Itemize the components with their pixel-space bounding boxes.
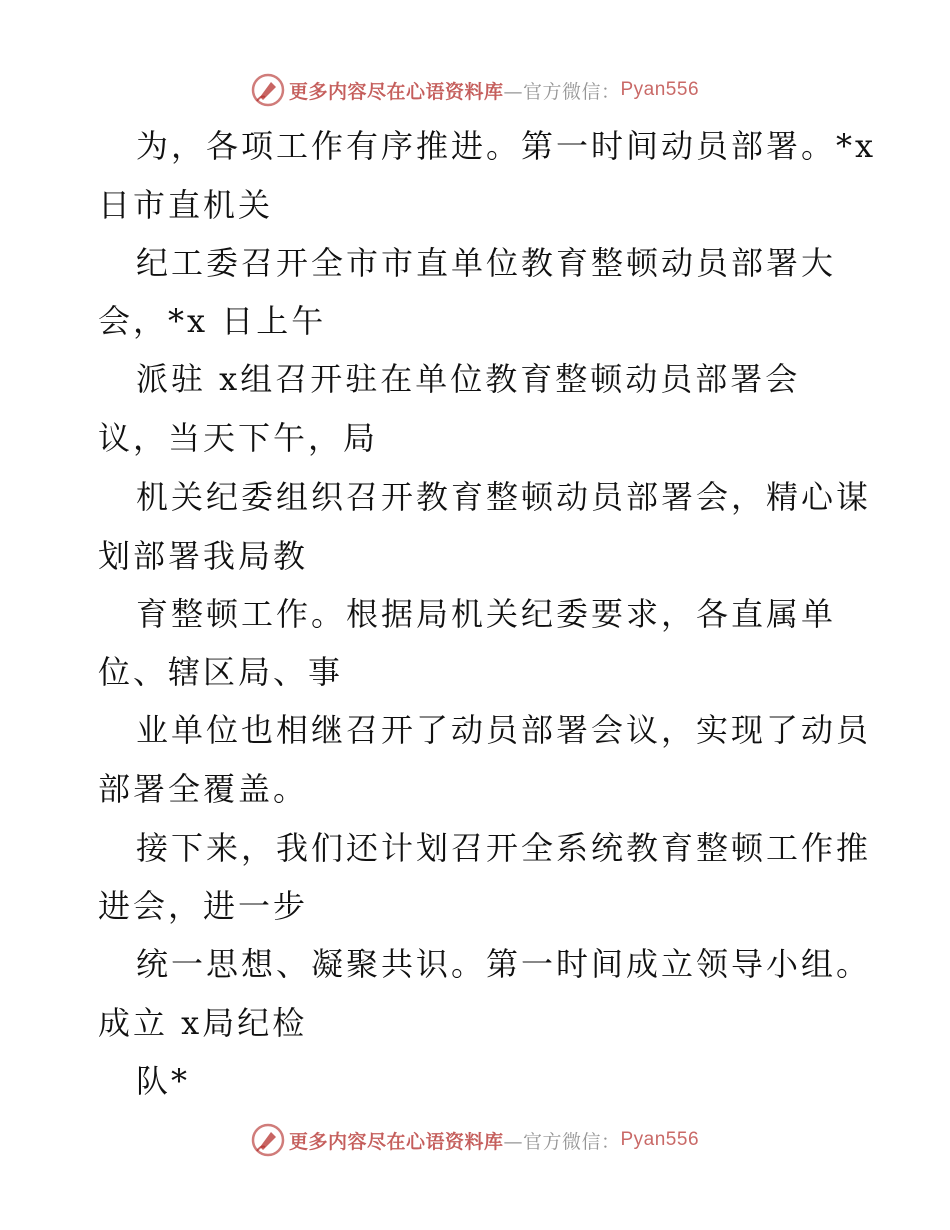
body-line: 会，*x 日上午 [98,302,327,340]
body-line: 接下来，我们还计划召开全系统教育整顿工作推 [136,829,872,867]
watermark-text-wechat-id: Pyan556 [620,1129,700,1150]
watermark-text-library: 更多内容尽在心语资料库 [288,80,504,103]
body-line: 成立 x局纪检 [98,1004,308,1042]
pen-nib-logo-icon [251,73,285,107]
body-line: 日市直机关 [98,186,274,224]
body-line: 划部署我局教 [98,537,309,575]
watermark-text-wechat-label: —官方微信： [503,80,621,103]
body-line: 育整顿工作。根据局机关纪委要求，各直属单 [136,595,837,633]
body-line: 统一思想、凝聚共识。第一时间成立领导小组。 [136,945,872,983]
body-line: 派驻 x组召开驻在单位教育整顿动员部署会 [136,360,801,398]
body-line: 队* [136,1062,191,1100]
body-line: 进会，进一步 [98,887,309,925]
footer-watermark [0,1120,950,1160]
watermark-text-wechat-id: Pyan556 [620,79,700,100]
pen-nib-logo-icon [251,1123,285,1157]
watermark-text-wechat-label: —官方微信： [503,1130,621,1153]
header-watermark [0,70,950,110]
body-line: 位、辖区局、事 [98,653,344,691]
body-line: 纪工委召开全市市直单位教育整顿动员部署大 [136,244,837,282]
watermark-text-library: 更多内容尽在心语资料库 [288,1130,504,1153]
body-line: 议，当天下午，局 [98,419,379,457]
body-line: 部署全覆盖。 [98,770,309,808]
body-line: 业单位也相继召开了动员部署会议，实现了动员 [136,711,872,749]
body-line: 机关纪委组织召开教育整顿动员部署会，精心谋 [136,478,872,516]
body-line: 为，各项工作有序推进。第一时间动员部署。*x [136,127,877,165]
